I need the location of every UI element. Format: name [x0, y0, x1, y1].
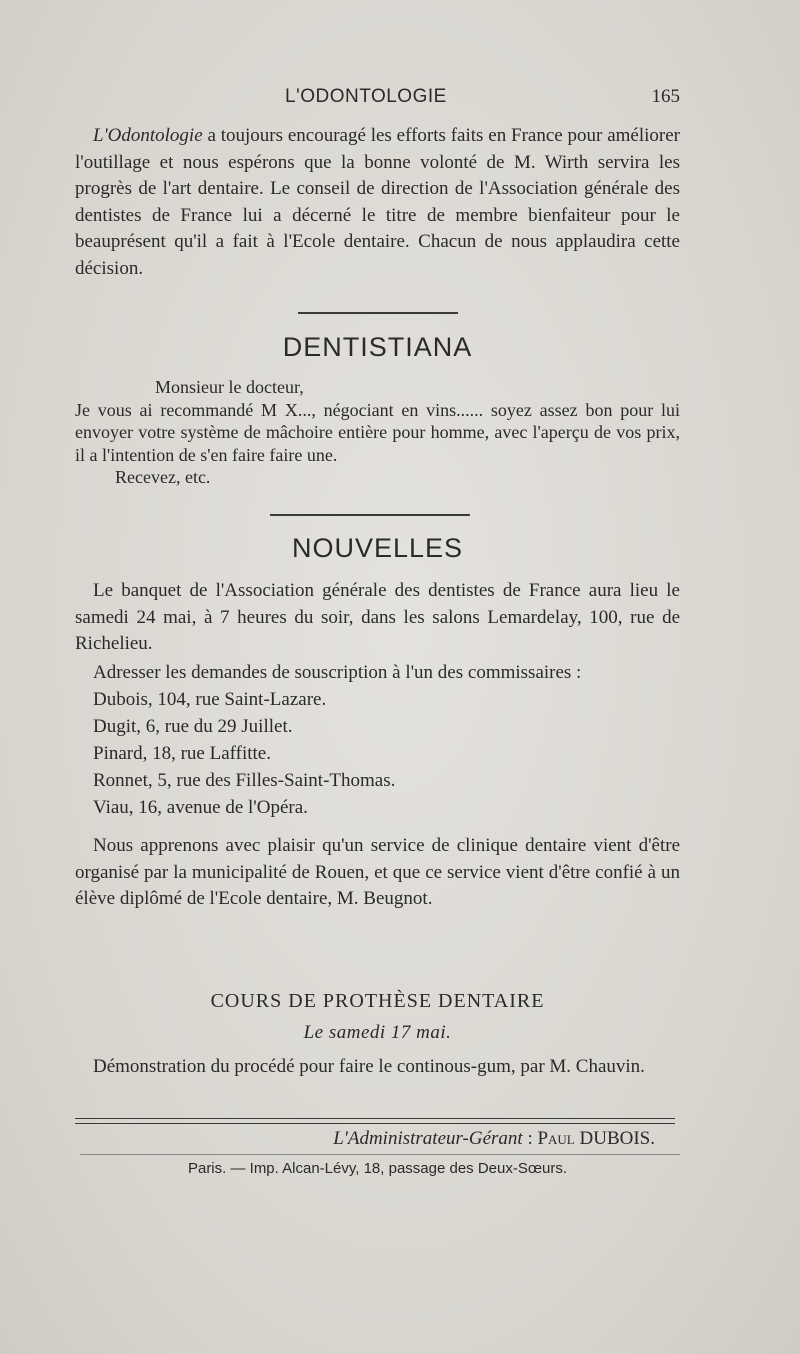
admin-last-name: DUBOIS.: [579, 1128, 655, 1149]
nouvelles-title: NOUVELLES: [291, 533, 464, 563]
section-divider: [298, 312, 458, 314]
commissaire-item: Pinard, 18, rue Laffitte.: [93, 743, 271, 764]
letter-salutation: Monsieur le docteur,: [155, 377, 304, 397]
printer-imprint: Paris. — Imp. Alcan-Lévy, 18, passage des Deux-Sœurs.: [187, 1160, 568, 1177]
commissaire-item: Dugit, 6, rue du 29 Juillet.: [93, 716, 293, 737]
admin-separator: :: [522, 1128, 538, 1149]
dentistiana-letter: [75, 376, 680, 489]
commissaire-item: Dubois, 104, rue Saint-Lazare.: [93, 689, 327, 710]
clinique-paragraph: Nous apprenons avec plaisir qu'un service de clinique dentaire vient d'être organisé par la municipalité de Rouen, et que ce service vient d'être confié à un élève diplômé de l'Ecole dentaire, M. Beugnot.: [75, 835, 680, 909]
administrator-line: [75, 1128, 680, 1150]
page-header: [75, 86, 680, 116]
section-divider: [270, 514, 470, 516]
cours-date: Le samedi 17 mai.: [303, 1022, 452, 1043]
admin-first-name: Paul: [537, 1128, 575, 1149]
letter-body: Je vous ai recommandé M X..., négociant en vins...... soyez assez bon pour lui envoyer votre système de mâchoire entière pour homme, avec l'aperçu de vos prix, il a l'intention de s'en faire faire une.: [75, 399, 680, 465]
cours-title: COURS DE PROTHÈSE DENTAIRE: [210, 990, 545, 1012]
subscription-paragraph: Adresser les demandes de souscription à l'un des commissaires :: [93, 661, 582, 683]
nouvelles-section: [75, 578, 680, 913]
running-title: L'ODONTOLOGIE: [285, 86, 447, 107]
footer-thin-rule: [80, 1154, 680, 1155]
journal-name: L'Odontologie: [93, 125, 203, 146]
commissaires-list: [75, 686, 680, 821]
commissaire-item: Ronnet, 5, rue des Filles-Saint-Thomas.: [93, 770, 396, 791]
intro-paragraph: [75, 123, 680, 282]
dentistiana-title: DENTISTIANA: [282, 332, 473, 362]
letter-closing: Recevez, etc.: [115, 467, 211, 487]
footer-rule: [75, 1118, 675, 1124]
intro-text: a toujours encouragé les efforts faits en France pour améliorer l'outillage et nous espérons que la bonne volonté de M. Wirth servira les progrès de l'art dentaire. Le conseil de direction de l'Association générale des dentistes de France lui a décerné le titre de membre bienfaiteur pour le beauprésent qu'il a fait à l'Ecole dentaire. Chacun de nous applaudira cette décision.: [75, 125, 680, 279]
page-number: 165: [651, 86, 680, 107]
banquet-paragraph: Le banquet de l'Association générale des dentistes de France aura lieu le samedi 24 mai, à 7 heures du soir, dans les salons Lemardelay, 100, rue de Richelieu.: [75, 580, 680, 654]
cours-paragraph: Démonstration du procédé pour faire le continous-gum, par M. Chauvin.: [93, 1056, 645, 1077]
commissaire-item: Viau, 16, avenue de l'Opéra.: [93, 797, 308, 818]
admin-label: L'Administrateur-Gérant: [333, 1128, 523, 1149]
